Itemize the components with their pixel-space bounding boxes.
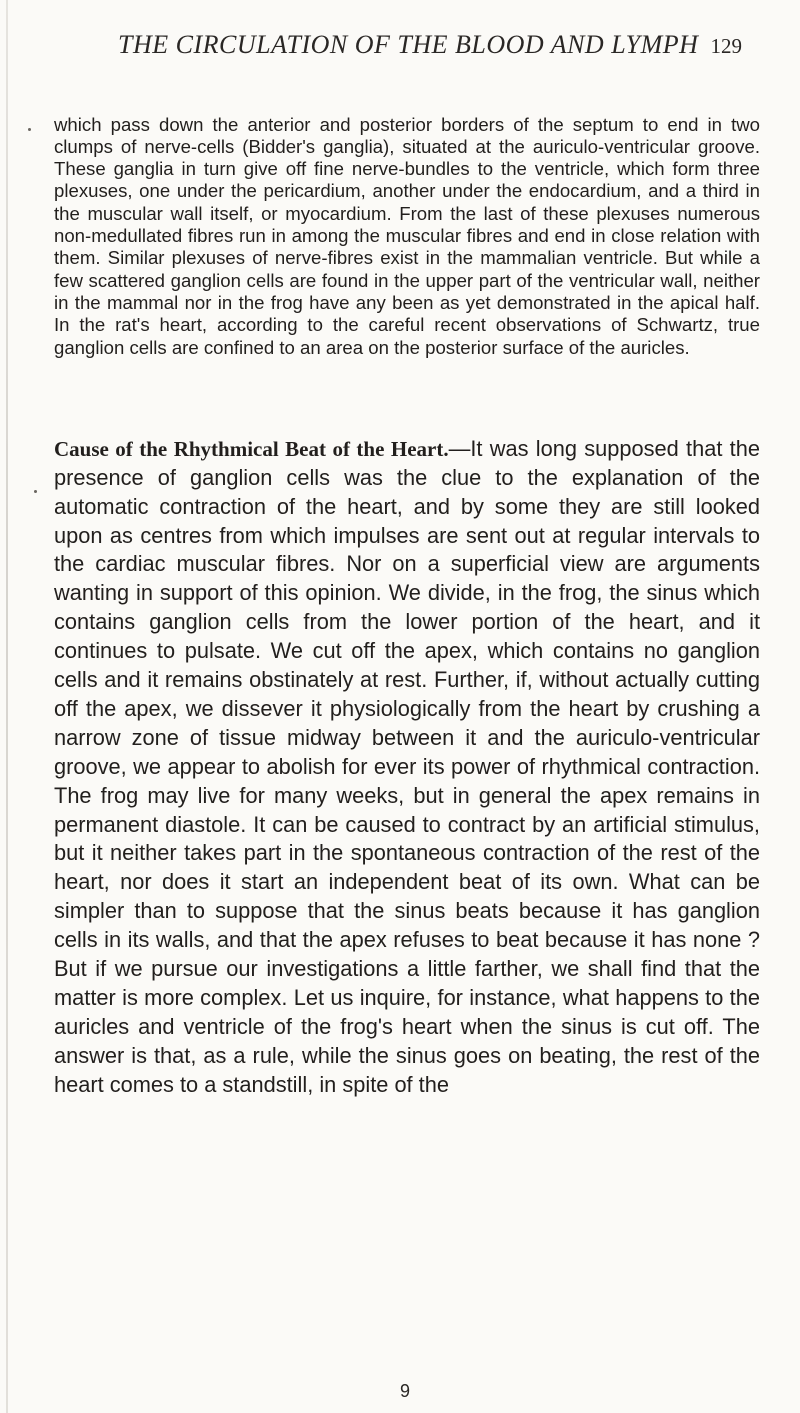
signature-mark: 9	[400, 1381, 411, 1401]
running-title: THE CIRCULATION OF THE BLOOD AND LYMPH	[118, 30, 699, 59]
print-speck	[34, 490, 37, 493]
section-heading: Cause of the Rhythmical Beat of the Heart.	[54, 436, 449, 461]
page-number: 129	[710, 34, 742, 58]
paragraph-rhythmical-beat-text: —It was long supposed that the presence of ganglion cells was the clue to the explanation of the automatic contraction of the heart, and by some they are still looked upon as centres from which impulses are sent out at regular intervals to the cardiac muscular fibres. Nor on a superficial view are arguments wanting in support of this opinion. We divide, in the frog, the sinus which contains ganglion cells from the lower portion of the heart, and it continues to pulsate. We cut off the apex, which contains no ganglion cells and it remains obstinately at rest. Further, if, without actually cutting off the apex, we dissever it physiologically from the heart by crushing a narrow zone of tissue midway between it and the auriculo-ventricular groove, we appear to abolish for ever its power of rhythmical contraction. The frog may live for many weeks, but in general the apex remains in permanent diastole. It can be caused to contract by an artificial stimulus, but it neither takes part in the spontaneous contraction of the rest of the heart, nor does it start an independent beat of its own. What can be simpler than to suppose that the sinus beats because it has ganglion cells in its walls, and that the apex refuses to beat because it has none ? But if we pursue our investigations a little farther, we shall find that the matter is more complex. Let us inquire, for instance, what happens to the auricles and ventricle of the frog's heart when the sinus is cut off. The answer is that, as a rule, while the sinus goes on beating, the rest of the heart comes to a standstill, in spite of the	[54, 435, 760, 1097]
paragraph-rhythmical-beat	[54, 435, 760, 1100]
page-gutter-line	[6, 0, 8, 1413]
running-header	[118, 30, 758, 60]
print-speck	[28, 128, 31, 131]
paragraph-nerve-plexuses: which pass down the anterior and posterior borders of the septum to end in two clumps of nerve-cells (Bidder's ganglia), situated at the auriculo-ventricular groove. These ganglia in turn give off fine nerve-bundles to the ventricle, which form three plexuses, one under the pericardium, another under the endocardium, and a third in the muscular wall itself, or myocardium. From the last of these plexuses numerous non-medullated fibres run in among the muscular fibres and end in close relation with them. Similar plexuses of nerve-fibres exist in the mammalian ventricle. But while a few scattered ganglion cells are found in the upper part of the ventricular wall, neither in the mammal nor in the frog have any been as yet demonstrated in the apical half. In the rat's heart, according to the careful recent observations of Schwartz, true ganglion cells are confined to an area on the posterior surface of the auricles.	[54, 113, 760, 358]
